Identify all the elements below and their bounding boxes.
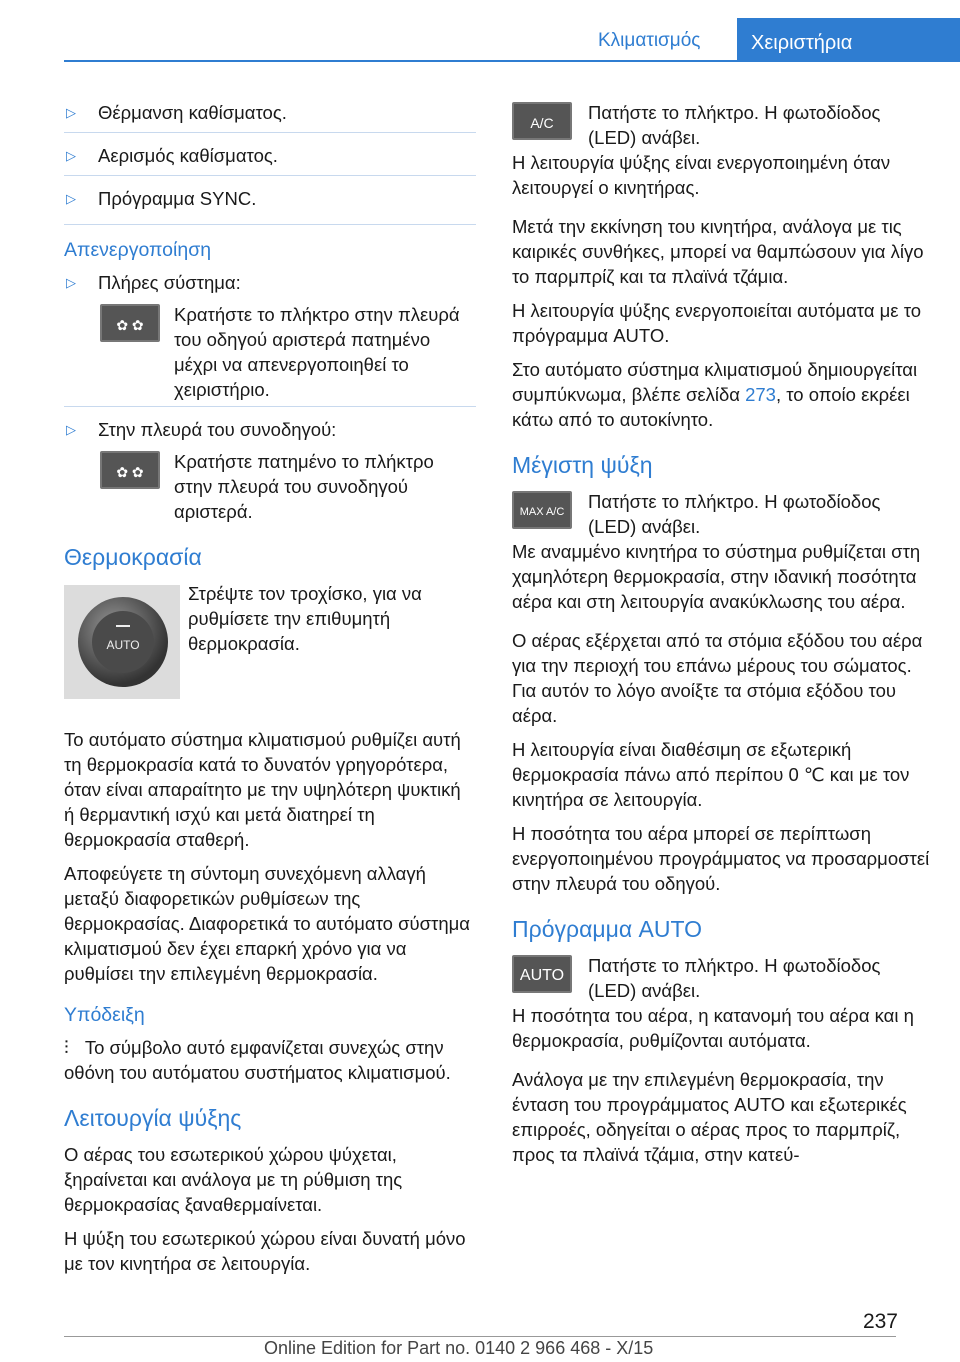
right-column <box>512 100 932 1176</box>
max-ac-button-icon: MAX A/C <box>512 491 572 529</box>
page-number: 237 <box>862 1310 898 1333</box>
auto-paragraph-2: Ανάλογα με την επιλεγμένη θερμοκρασία, την ένταση του προγράμματος AUTO και εξωτερικές επιρροές, οδηγείται ο αέρας προς το παρμπρίζ, προς τα πλαϊνά τζάμια, στην κατεύ- <box>512 1069 907 1165</box>
section-title: Κλιματισμός <box>598 30 701 51</box>
list-item: ▷ Θέρμανση καθίσματος. <box>66 102 287 123</box>
triangle-icon: ▷ <box>66 105 76 120</box>
right-paragraph-3: Η λειτουργία ψύξης ενεργοποιείται αυτόματα με το πρόγραμμα AUTO. <box>512 300 922 346</box>
fan-off-button-icon: ✿ ✿ <box>100 304 160 342</box>
max-cooling-heading: Μέγιστη ψύξη <box>512 452 653 478</box>
page-reference-link[interactable]: 273 <box>745 384 776 405</box>
list-item: ▷ Αερισμός καθίσματος. <box>66 145 278 166</box>
heat-waves-icon: ⫶ <box>64 1037 69 1058</box>
right-paragraph-4: Στο αυτόματο σύστημα κλιματισμού δημιουργείται συμπύκνωμα, βλέπε σελίδα 273, το οποίο εκρέει κάτω από το αυτοκίνητο. <box>512 359 918 430</box>
max-paragraph-2: Ο αέρας εξέρχεται από τα στόμια εξόδου του αέρα για την περιοχή του επάνω μέρους του σώματος. Για αυτόν το λόγο ανοίξτε τα στόμια εξόδου του αέρα. <box>512 630 923 726</box>
ac-button-icon: A/C <box>512 102 572 140</box>
edition-note: Online Edition for Part no. 0140 2 966 468 - X/15 <box>264 1338 654 1358</box>
cooling-paragraph-2: Η ψύξη του εσωτερικού χώρου είναι δυνατή μόνο με τον κινητήρα σε λειτουργία. <box>64 1228 466 1274</box>
deactivate-heading: Απενεργοποίηση <box>64 239 212 261</box>
list-item-passenger: ▷ Στην πλευρά του συνοδηγού: <box>66 419 337 440</box>
max-ac-instruction: MAX A/C Πατήστε το πλήκτρο. Η φωτοδίοδος (LED) ανάβει. <box>512 489 932 539</box>
max-paragraph-1: Με αναμμένο κινητήρα το σύστημα ρυθμίζεται στη χαμηλότερη θερμοκρασία, στην ιδανική ποσότητα αέρα και στη λειτουργία ανακύκλωσης του αέρα. <box>512 541 921 612</box>
auto-button-icon: AUTO <box>512 955 572 993</box>
list-item-full-system: ▷ Πλήρες σύστημα: <box>66 272 241 293</box>
temperature-knob-block: AUTO Στρέψτε τον τροχίσκο, για να ρυθμίσετε την επιθυμητή θερμοκρασία. <box>64 581 476 721</box>
auto-paragraph-1: Η ποσότητα του αέρα, η κατανομή του αέρα και η θερμοκρασία, ρυθμίζονται αυτόματα. <box>512 1005 914 1051</box>
temperature-knob-icon: AUTO <box>64 585 180 699</box>
passenger-instruction: ✿ ✿ Κρατήστε πατημένο το πλήκτρο στην πλευρά του συνοδηγού αριστερά. <box>64 449 476 524</box>
full-system-instruction: ✿ ✿ Κρατήστε το πλήκτρο στην πλευρά του οδηγού αριστερά πατημένο μέχρι να απενεργοποιηθεί το χειριστήριο. <box>64 302 476 402</box>
temperature-paragraph-1: Το αυτόματο σύστημα κλιματισμού ρυθμίζει αυτή τη θερμοκρασία κατά το δυνατόν γρηγορότερα, όταν είναι απαραίτητο με την υψηλότερη ψυκτική ή θερμαντική ισχύ και μετά διατηρεί τη θερμοκρασία σταθερή. <box>64 729 461 850</box>
page-header <box>0 0 960 62</box>
temperature-paragraph-2: Αποφεύγετε τη σύντομη συνεχόμενη αλλαγή μεταξύ διαφορετικών ρυθμίσεων της θερμοκρασίας. Διαφορετικά το αυτόματο σύστημα κλιματισμού δεν έχει επαρκή χρόνο για να ρυθμίσει την επιλεγμένη θερμοκρασία. <box>64 863 470 984</box>
right-paragraph-2: Μετά την εκκίνηση του κινητήρα, ανάλογα με τις καιρικές συνθήκες, μπορεί να θαμπώσουν για λίγο το παρμπρίζ και τα πλαϊνά τζάμια. <box>512 216 924 287</box>
hint-paragraph: ⫶ Το σύμβολο αυτό εμφανίζεται συνεχώς στην οθόνη του αυτόματου συστήματος κλιματισμού. <box>64 1037 451 1083</box>
list-item: ▷ Πρόγραμμα SYNC. <box>66 188 257 209</box>
triangle-icon: ▷ <box>66 275 76 290</box>
feature-list <box>64 100 476 225</box>
temperature-heading: Θερμοκρασία <box>64 544 202 570</box>
hint-heading: Υπόδειξη <box>64 1004 145 1026</box>
ac-instruction: A/C Πατήστε το πλήκτρο. Η φωτοδίοδος (LED) ανάβει. <box>512 100 932 150</box>
fan-off-button-icon: ✿ ✿ <box>100 451 160 489</box>
chapter-tab: Χειριστήρια <box>737 18 960 62</box>
left-column <box>64 100 476 1285</box>
max-paragraph-3: Η λειτουργία είναι διαθέσιμη σε εξωτερική θερμοκρασία πάνω από περίπου 0 ℃ και με τον κινητήρα σε λειτουργία. <box>512 739 910 810</box>
right-paragraph-1: Η λειτουργία ψύξης είναι ενεργοποιημένη όταν λειτουργεί ο κινητήρας. <box>512 152 891 198</box>
triangle-icon: ▷ <box>66 191 76 206</box>
cooling-paragraph-1: Ο αέρας του εσωτερικού χώρου ψύχεται, ξηραίνεται και ανάλογα με τη ρύθμιση της θερμοκρασίας ξαναθερμαίνεται. <box>64 1144 403 1215</box>
auto-program-heading: Πρόγραμμα AUTO <box>512 916 703 942</box>
header-rule <box>64 60 737 62</box>
max-paragraph-4: Η ποσότητα του αέρα μπορεί σε περίπτωση ενεργοποιημένου προγράμματος να προσαρμοστεί στην πλευρά του οδηγού. <box>512 823 930 894</box>
triangle-icon: ▷ <box>66 422 76 437</box>
auto-instruction: AUTO Πατήστε το πλήκτρο. Η φωτοδίοδος (LED) ανάβει. <box>512 953 932 1003</box>
cooling-heading: Λειτουργία ψύξης <box>64 1105 242 1131</box>
triangle-icon: ▷ <box>66 148 76 163</box>
